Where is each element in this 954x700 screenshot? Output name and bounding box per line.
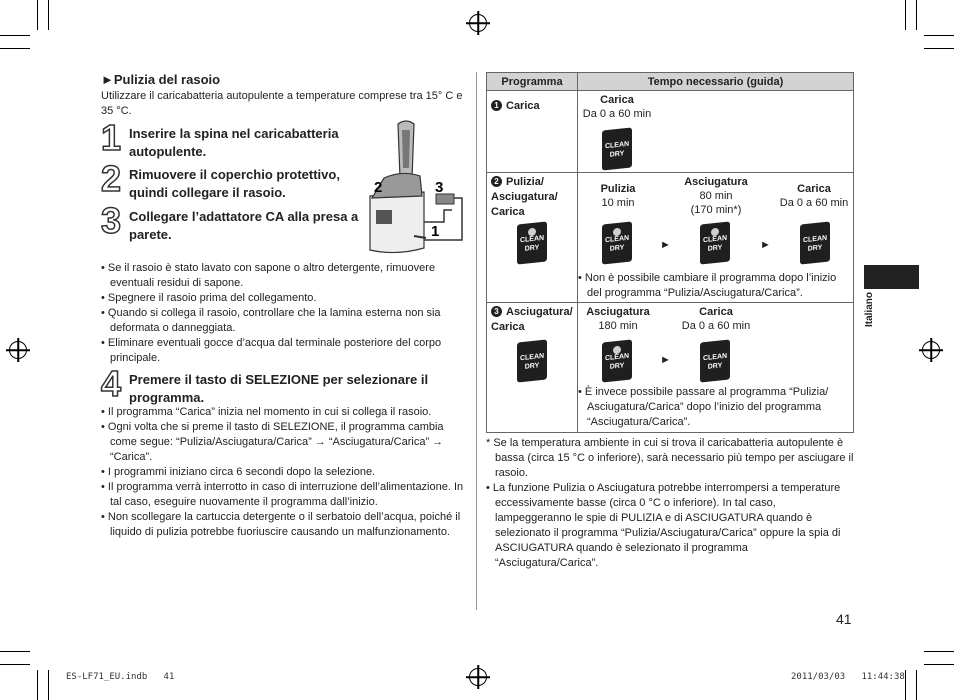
table-note: • È invece possibile passare al programma “Pulizia/ Asciugatura/Carica” dopo l’inizio del programma “Asciugatura/Carica”. [578,385,850,430]
section-intro: Utilizzare il caricabatteria autopulente a temperature comprese tra 15° C e 35 °C. [101,90,463,117]
display-icon: CLEAN DRY [602,221,632,264]
table-header: Programma [487,73,578,91]
bullet-list [101,405,469,540]
row-number: 2 [491,176,502,187]
display-icon: CLEAN DRY [602,127,632,170]
page-number: 41 [836,611,852,627]
list-item: • Spegnere il rasoio prima del collegamento. [101,291,461,306]
arrow-icon: ► [760,239,771,251]
display-icon: CLEAN DRY [800,221,830,264]
language-label: Italiano [864,292,875,328]
figure-label: 3 [435,179,444,196]
list-item: • Il programma verrà interrotto in caso di interruzione dell’alimentazione. In tal caso, eseguire nuovamente il programma dall’inizio. [101,480,469,510]
list-item: • Non scollegare la cartuccia detergente o il serbatoio dell’acqua, poiché il liquido di pulizia potrebbe fuoriuscire causando un malfunzionamento. [101,510,469,540]
footer-timestamp: 2011/03/03 11:44:38 [791,672,905,682]
arrow-icon: ► [660,239,671,251]
column-divider [476,72,477,610]
time-column: Carica Da 0 a 60 min [582,94,652,120]
time-column: Carica Da 0 a 60 min [779,183,849,209]
bullet-list [578,385,850,430]
row-number: 1 [491,100,502,111]
list-item: • Se il rasoio è stato lavato con sapone o altro detergente, rimuovere eventuali residui di sapone. [101,261,461,291]
display-icon: CLEAN DRY [517,221,547,264]
step-number: 4 [101,363,122,404]
table-row [487,91,854,173]
list-item: • Ogni volta che si preme il tasto di SELEZIONE, il programma cambia come segue: “Pulizia/Asciugatura/Carica” → “Asciugatura/Carica” → “Carica”. [101,420,469,465]
row-label: Pulizia/ Asciugatura/ Carica [491,176,558,218]
display-icon: CLEAN DRY [700,339,730,382]
charger-illustration [362,118,472,260]
list-item: • Eliminare eventuali gocce d’acqua dal terminale posteriore del corpo principale. [101,336,461,366]
time-column: Asciugatura 80 min (170 min*) [684,176,748,216]
program-table [486,72,854,433]
step-number: 2 [101,158,122,199]
registration-mark-icon [469,668,487,686]
display-icon: CLEAN DRY [700,221,730,264]
step-text: Collegare l’adattatore CA alla presa a parete. [129,209,359,242]
section-title: ►Pulizia del rasoio [101,72,221,87]
time-column: Pulizia 10 min [600,183,636,209]
table-note: • Non è possibile cambiare il programma dopo l’inizio del programma “Pulizia/Asciugatura/Carica”. [578,271,850,301]
registration-mark-icon [9,341,27,359]
step-number: 1 [101,117,122,158]
table-header: Tempo necessario (guida) [578,73,854,91]
registration-mark-icon [469,14,487,32]
footer-file: ES-LF71_EU.indb 41 [66,672,175,682]
figure-label: 1 [431,223,440,240]
registration-mark-icon [922,341,940,359]
step-text: Rimuovere il coperchio protettivo, quindi collegare il rasoio. [129,167,340,200]
language-tab [864,265,919,289]
time-column: Asciugatura 180 min [586,306,650,332]
list-item: • I programmi iniziano circa 6 secondi dopo la selezione. [101,465,469,480]
bullet-list [578,271,850,301]
arrow-icon: ► [660,354,671,366]
list-item: • Quando si collega il rasoio, controllare che la lamina esterna non sia deformata o danneggiata. [101,306,461,336]
step-number: 3 [101,200,122,241]
bullet-list [486,481,854,571]
table-row [487,173,854,303]
figure-label: 2 [374,179,383,196]
bullet-list [101,261,461,366]
time-column: Carica Da 0 a 60 min [681,306,751,332]
row-number: 3 [491,306,502,317]
list-item: • Il programma “Carica” inizia nel momento in cui si collega il rasoio. [101,405,469,420]
row-label: Asciugatura/ Carica [491,306,573,333]
row-label: Carica [506,100,540,112]
list-item: • La funzione Pulizia o Asciugatura potrebbe interrompersi a temperature eccessivamente basse (circa 0 °C o inferiore). In tal caso, lampeggeranno le spie di PULIZIA e di ASCIUGATURA quando è selezionato il programma “Pulizia/Asciugatura/Carica” oppure la spia di ASCIUGATURA quando è selezionato il programma “Asciugatura/Carica”. [486,481,854,571]
footnote: * Se la temperatura ambiente in cui si trova il caricabatteria autopulente è bassa (circa 15 °C o inferiore), sarà necessario più tempo per asciugare il rasoio. [486,437,854,479]
display-icon: CLEAN DRY [517,339,547,382]
display-icon: CLEAN DRY [602,339,632,382]
step-text: Premere il tasto di SELEZIONE per selezionare il programma. [129,372,429,405]
table-row [487,303,854,433]
step-text: Inserire la spina nel caricabatteria autopulente. [129,126,339,159]
